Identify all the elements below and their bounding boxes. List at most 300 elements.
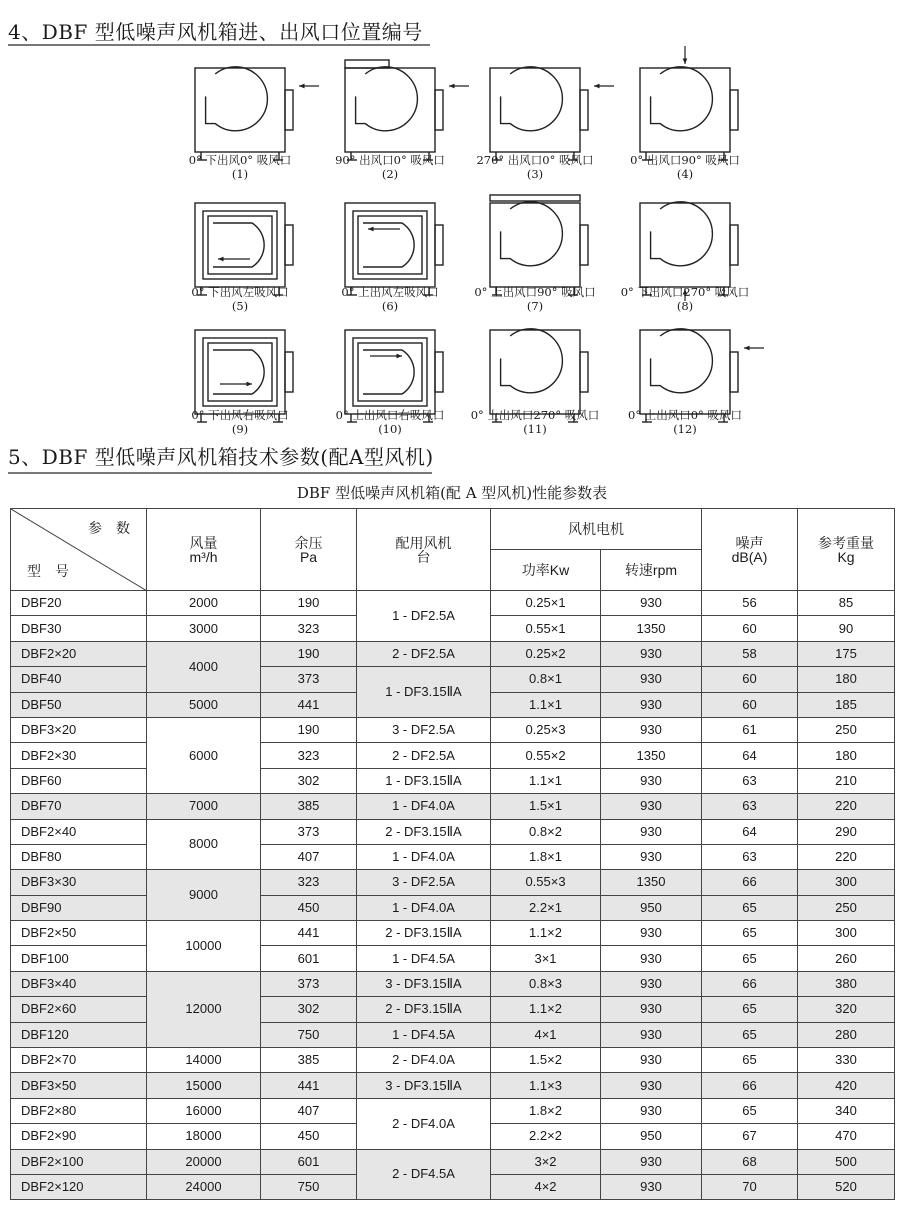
cell-weight: 185 (798, 692, 895, 717)
diagram-number: (8) (676, 299, 694, 313)
cell-pressure: 302 (261, 997, 357, 1022)
fan-volute (651, 67, 713, 131)
arrow-head (246, 382, 252, 387)
cell-noise: 60 (702, 692, 798, 717)
table-row (11, 717, 895, 742)
table-row (11, 1048, 895, 1073)
cell-power: 1.8×1 (491, 844, 601, 869)
cell-pressure: 190 (261, 591, 357, 616)
cell-power: 0.55×3 (491, 870, 601, 895)
cell-power: 3×1 (491, 946, 601, 971)
diagram-number: (9) (231, 422, 249, 436)
inner-frame (358, 216, 422, 274)
cell-pressure: 302 (261, 768, 357, 793)
diagram-label: 0° 下出风左吸风口 (191, 285, 289, 299)
cell-model: DBF50 (11, 692, 147, 717)
cell-weight: 380 (798, 971, 895, 996)
cell-pressure: 323 (261, 743, 357, 768)
fan-volute (501, 202, 563, 266)
header-param: 参 数 (88, 520, 130, 536)
cell-weight: 500 (798, 1149, 895, 1174)
cell-noise: 56 (702, 591, 798, 616)
cell-pressure: 450 (261, 1124, 357, 1149)
cell-fan: 3 - DF2.5A (357, 717, 491, 742)
cell-fan: 1 - DF4.0A (357, 794, 491, 819)
diagram-number: (7) (526, 299, 544, 313)
cell-pressure: 601 (261, 1149, 357, 1174)
table-row (11, 768, 895, 793)
inlet-collar (285, 90, 293, 130)
cell-noise: 65 (702, 946, 798, 971)
cell-fan: 1 - DF3.15ⅡA (357, 768, 491, 793)
cell-fan: 2 - DF3.15ⅡA (357, 819, 491, 844)
cell-power: 2.2×2 (491, 1124, 601, 1149)
inner-frame (208, 216, 272, 274)
cell-noise: 65 (702, 997, 798, 1022)
cell-fan: 1 - DF2.5A (357, 591, 491, 642)
header-speed: 转速rpm (601, 550, 702, 591)
inlet-collar (730, 225, 738, 265)
cell-airflow: 9000 (147, 870, 261, 921)
cell-pressure: 407 (261, 844, 357, 869)
cell-weight: 260 (798, 946, 895, 971)
cell-power: 1.1×3 (491, 1073, 601, 1098)
cell-model: DBF2×20 (11, 641, 147, 666)
cell-noise: 60 (702, 667, 798, 692)
header-motor: 风机电机 (491, 509, 702, 550)
cell-power: 1.5×2 (491, 1048, 601, 1073)
cell-speed: 930 (601, 591, 702, 616)
diagram-label: 0° 上出风口270° 吸风口 (470, 408, 600, 422)
diagram-label: 0° 下出风右吸风口 (191, 408, 289, 422)
header-model: 型 号 (27, 563, 69, 579)
table-body (11, 591, 895, 1200)
cell-model: DBF20 (11, 591, 147, 616)
cell-noise: 64 (702, 819, 798, 844)
cell-noise: 63 (702, 794, 798, 819)
table-row (11, 997, 895, 1022)
diagram-number: (1) (231, 167, 249, 181)
cell-noise: 60 (702, 616, 798, 641)
fan-box (490, 203, 580, 287)
cell-model: DBF2×80 (11, 1098, 147, 1123)
inlet-collar (580, 90, 588, 130)
cell-pressure: 373 (261, 971, 357, 996)
cell-speed: 930 (601, 921, 702, 946)
cell-power: 0.8×2 (491, 819, 601, 844)
cell-model: DBF90 (11, 895, 147, 920)
inlet-collar (730, 352, 738, 392)
cell-pressure: 385 (261, 1048, 357, 1073)
header-noise-unit: dB(A) (731, 548, 768, 565)
cell-model: DBF3×20 (11, 717, 147, 742)
arrow-head (218, 257, 224, 262)
table-row (11, 667, 895, 692)
cell-noise: 65 (702, 921, 798, 946)
cell-model: DBF2×120 (11, 1174, 147, 1199)
table-title: DBF 型低噪声风机箱(配 A 型风机)性能参数表 (296, 484, 608, 502)
cell-fan: 1 - DF4.5A (357, 1022, 491, 1047)
table-row (11, 641, 895, 666)
cell-power: 0.25×2 (491, 641, 601, 666)
cell-fan: 1 - DF4.5A (357, 946, 491, 971)
cell-power: 0.25×1 (491, 591, 601, 616)
cell-power: 4×2 (491, 1174, 601, 1199)
cell-airflow: 18000 (147, 1124, 261, 1149)
cell-speed: 930 (601, 641, 702, 666)
cell-speed: 1350 (601, 870, 702, 895)
cell-power: 1.8×2 (491, 1098, 601, 1123)
cell-fan: 2 - DF3.15ⅡA (357, 997, 491, 1022)
cell-pressure: 323 (261, 870, 357, 895)
header-pressure-label: 余压 (294, 534, 323, 551)
cell-weight: 90 (798, 616, 895, 641)
table-row (11, 946, 895, 971)
cell-model: DBF2×40 (11, 819, 147, 844)
cell-power: 0.25×3 (491, 717, 601, 742)
cell-airflow: 6000 (147, 717, 261, 793)
diagram-label: 270° 出风口0° 吸风口 (476, 153, 594, 167)
cell-speed: 930 (601, 667, 702, 692)
fan-box (640, 330, 730, 414)
cell-weight: 520 (798, 1174, 895, 1199)
cell-model: DBF80 (11, 844, 147, 869)
table-row (11, 1149, 895, 1174)
cell-airflow: 8000 (147, 819, 261, 870)
cell-fan: 2 - DF3.15ⅡA (357, 921, 491, 946)
cell-fan: 3 - DF3.15ⅡA (357, 1073, 491, 1098)
diagram-label: 0° 下出风口270° 吸风口 (620, 285, 750, 299)
inlet-collar (435, 352, 443, 392)
inlet-outlet-diagrams (0, 0, 904, 450)
fan-volute (501, 67, 563, 131)
cell-weight: 180 (798, 667, 895, 692)
fan-volute (501, 329, 563, 393)
cell-weight: 340 (798, 1098, 895, 1123)
arrow-head (683, 58, 688, 64)
cell-noise: 70 (702, 1174, 798, 1199)
header-fan (357, 509, 491, 591)
cell-noise: 67 (702, 1124, 798, 1149)
table-row (11, 870, 895, 895)
header-fan-label: 配用风机 (395, 534, 452, 551)
cell-airflow: 14000 (147, 1048, 261, 1073)
fan-volute (356, 67, 418, 131)
cell-weight: 210 (798, 768, 895, 793)
header-airflow-label: 风量 (189, 534, 218, 551)
cell-speed: 950 (601, 1124, 702, 1149)
cell-model: DBF3×40 (11, 971, 147, 996)
cell-airflow: 12000 (147, 971, 261, 1047)
inner-frame (203, 211, 277, 279)
table-row (11, 743, 895, 768)
cell-noise: 61 (702, 717, 798, 742)
fan-box (345, 68, 435, 152)
diagram-label: 0° 上出风左吸风口 (341, 285, 439, 299)
arrow-head (396, 354, 402, 359)
cell-noise: 66 (702, 971, 798, 996)
section-5-title: 5、DBF 型低噪声风机箱技术参数(配A型风机) (8, 445, 434, 469)
table-row (11, 921, 895, 946)
cell-pressure: 373 (261, 667, 357, 692)
header-power: 功率Kw (491, 550, 601, 591)
cell-weight: 220 (798, 844, 895, 869)
cell-fan: 2 - DF4.0A (357, 1048, 491, 1073)
cell-speed: 1350 (601, 743, 702, 768)
cell-noise: 66 (702, 870, 798, 895)
inlet-collar (730, 90, 738, 130)
cell-speed: 930 (601, 946, 702, 971)
cell-pressure: 190 (261, 717, 357, 742)
arrow-head (744, 346, 750, 351)
section-5-underline (8, 472, 432, 474)
cell-weight: 220 (798, 794, 895, 819)
cell-noise: 68 (702, 1149, 798, 1174)
cell-fan: 2 - DF4.0A (357, 1098, 491, 1149)
header-weight (798, 509, 895, 591)
inner-frame (353, 211, 427, 279)
cell-fan: 2 - DF2.5A (357, 641, 491, 666)
cell-speed: 930 (601, 1073, 702, 1098)
cell-airflow: 3000 (147, 616, 261, 641)
cell-noise: 66 (702, 1073, 798, 1098)
table-row (11, 1073, 895, 1098)
table-row (11, 794, 895, 819)
cell-model: DBF120 (11, 1022, 147, 1047)
cell-speed: 930 (601, 768, 702, 793)
cell-pressure: 750 (261, 1022, 357, 1047)
fan-volute (206, 67, 268, 131)
cell-model: DBF2×90 (11, 1124, 147, 1149)
cell-pressure: 323 (261, 616, 357, 641)
cell-model: DBF100 (11, 946, 147, 971)
cell-weight: 290 (798, 819, 895, 844)
table-row (11, 591, 895, 616)
cell-speed: 1350 (601, 616, 702, 641)
cell-weight: 180 (798, 743, 895, 768)
performance-table (10, 508, 895, 1200)
cell-model: DBF2×50 (11, 921, 147, 946)
cell-speed: 930 (601, 997, 702, 1022)
cell-power: 0.8×3 (491, 971, 601, 996)
cell-power: 1.5×1 (491, 794, 601, 819)
cell-model: DBF40 (11, 667, 147, 692)
cell-weight: 280 (798, 1022, 895, 1047)
diagram-number: (6) (381, 299, 399, 313)
cell-airflow: 7000 (147, 794, 261, 819)
cell-airflow: 15000 (147, 1073, 261, 1098)
cell-fan: 3 - DF3.15ⅡA (357, 971, 491, 996)
diagram-number: (2) (381, 167, 399, 181)
cell-weight: 85 (798, 591, 895, 616)
cell-weight: 470 (798, 1124, 895, 1149)
inlet-collar (285, 352, 293, 392)
cell-airflow: 2000 (147, 591, 261, 616)
cell-weight: 420 (798, 1073, 895, 1098)
cell-speed: 930 (601, 692, 702, 717)
inlet-collar (580, 352, 588, 392)
inner-frame (358, 343, 422, 401)
diagram-label: 0° 出风口90° 吸风口 (630, 153, 740, 167)
cell-pressure: 373 (261, 819, 357, 844)
diagram-number: (3) (526, 167, 544, 181)
cell-model: DBF3×50 (11, 1073, 147, 1098)
header-weight-label: 参考重量 (818, 534, 874, 551)
inlet-collar (435, 90, 443, 130)
fan-volute (651, 329, 713, 393)
diagram-label: 90° 出风口0° 吸风口 (335, 153, 445, 167)
cell-model: DBF3×30 (11, 870, 147, 895)
cell-speed: 930 (601, 794, 702, 819)
header-noise (702, 509, 798, 591)
header-fan-unit: 台 (416, 548, 431, 565)
cell-speed: 930 (601, 1022, 702, 1047)
cell-model: DBF2×100 (11, 1149, 147, 1174)
cell-weight: 250 (798, 895, 895, 920)
cell-pressure: 441 (261, 1073, 357, 1098)
inlet-collar (285, 225, 293, 265)
cell-fan: 1 - DF3.15ⅡA (357, 667, 491, 718)
cell-fan: 3 - DF2.5A (357, 870, 491, 895)
fan-box (195, 68, 285, 152)
table-row (11, 971, 895, 996)
fan-box (490, 68, 580, 152)
cell-model: DBF2×60 (11, 997, 147, 1022)
cell-fan: 2 - DF4.5A (357, 1149, 491, 1200)
cell-power: 3×2 (491, 1149, 601, 1174)
diagram-label: 0° 上出风口90° 吸风口 (474, 285, 596, 299)
cell-airflow: 5000 (147, 692, 261, 717)
diagram-caption (595, 408, 775, 436)
cell-weight: 300 (798, 870, 895, 895)
cell-noise: 58 (702, 641, 798, 666)
inlet-collar (580, 225, 588, 265)
header-pressure-unit: Pa (299, 548, 318, 565)
cell-fan: 2 - DF2.5A (357, 743, 491, 768)
inner-frame (208, 343, 272, 401)
cell-power: 2.2×1 (491, 895, 601, 920)
header-airflow-unit: m³/h (189, 548, 218, 565)
cell-speed: 950 (601, 895, 702, 920)
cell-power: 1.1×1 (491, 768, 601, 793)
table-row (11, 1022, 895, 1047)
cell-power: 1.1×1 (491, 692, 601, 717)
inner-frame (353, 338, 427, 406)
cell-weight: 250 (798, 717, 895, 742)
arrow-head (594, 84, 600, 89)
cell-weight: 320 (798, 997, 895, 1022)
fan-volute (213, 350, 264, 394)
cell-speed: 930 (601, 844, 702, 869)
header-airflow (147, 509, 261, 591)
cell-pressure: 190 (261, 641, 357, 666)
header-weight-unit: Kg (837, 548, 855, 565)
top-inlet (490, 195, 580, 201)
header-noise-label: 噪声 (735, 534, 764, 551)
cell-model: DBF60 (11, 768, 147, 793)
table-row (11, 819, 895, 844)
cell-model: DBF30 (11, 616, 147, 641)
cell-airflow: 24000 (147, 1174, 261, 1199)
cell-model: DBF2×70 (11, 1048, 147, 1073)
fan-volute (651, 202, 713, 266)
cell-airflow: 10000 (147, 921, 261, 972)
arrow-head (368, 227, 374, 232)
cell-fan: 1 - DF4.0A (357, 895, 491, 920)
cell-model: DBF70 (11, 794, 147, 819)
diagram-label: 0° 下出风0° 吸风口 (188, 153, 292, 167)
cell-speed: 930 (601, 1048, 702, 1073)
cell-airflow: 4000 (147, 641, 261, 692)
cell-model: DBF2×30 (11, 743, 147, 768)
cell-fan: 1 - DF4.0A (357, 844, 491, 869)
cell-airflow: 20000 (147, 1149, 261, 1174)
cell-power: 0.8×1 (491, 667, 601, 692)
cell-weight: 300 (798, 921, 895, 946)
diagram-number: (11) (523, 422, 547, 436)
cell-noise: 65 (702, 1048, 798, 1073)
cell-pressure: 407 (261, 1098, 357, 1123)
cell-noise: 65 (702, 1022, 798, 1047)
cell-pressure: 441 (261, 921, 357, 946)
diagram-caption (595, 153, 775, 181)
cell-pressure: 385 (261, 794, 357, 819)
cell-noise: 65 (702, 895, 798, 920)
arrow-head (449, 84, 455, 89)
cell-pressure: 441 (261, 692, 357, 717)
cell-pressure: 750 (261, 1174, 357, 1199)
cell-speed: 930 (601, 717, 702, 742)
header-param-model (11, 509, 147, 591)
cell-noise: 63 (702, 844, 798, 869)
table-row (11, 1098, 895, 1123)
diagram-number: (12) (673, 422, 697, 436)
cell-power: 1.1×2 (491, 997, 601, 1022)
header-pressure (261, 509, 357, 591)
cell-noise: 63 (702, 768, 798, 793)
diagram-number: (4) (676, 167, 694, 181)
section-4-title: 4、DBF 型低噪声风机箱进、出风口位置编号 (8, 20, 423, 44)
cell-speed: 930 (601, 971, 702, 996)
diagram-caption (595, 285, 775, 313)
cell-weight: 175 (798, 641, 895, 666)
cell-pressure: 601 (261, 946, 357, 971)
cell-speed: 930 (601, 1174, 702, 1199)
diagram-label: 0° 上出风口右吸风口 (335, 408, 445, 422)
cell-pressure: 450 (261, 895, 357, 920)
cell-speed: 930 (601, 1098, 702, 1123)
cell-airflow: 16000 (147, 1098, 261, 1123)
table-row (11, 895, 895, 920)
cell-speed: 930 (601, 1149, 702, 1174)
fan-box (490, 330, 580, 414)
inner-frame (203, 338, 277, 406)
cell-speed: 930 (601, 819, 702, 844)
diagram-number: (5) (231, 299, 249, 313)
cell-weight: 330 (798, 1048, 895, 1073)
cell-power: 0.55×1 (491, 616, 601, 641)
fan-volute (213, 223, 264, 267)
cell-power: 1.1×2 (491, 921, 601, 946)
table-row (11, 844, 895, 869)
fan-box (640, 68, 730, 152)
cell-power: 0.55×2 (491, 743, 601, 768)
diagram-number: (10) (378, 422, 402, 436)
arrow-head (299, 84, 305, 89)
cell-power: 4×1 (491, 1022, 601, 1047)
diagram-label: 0° 上出风口0° 吸风口 (628, 408, 742, 422)
cell-noise: 64 (702, 743, 798, 768)
